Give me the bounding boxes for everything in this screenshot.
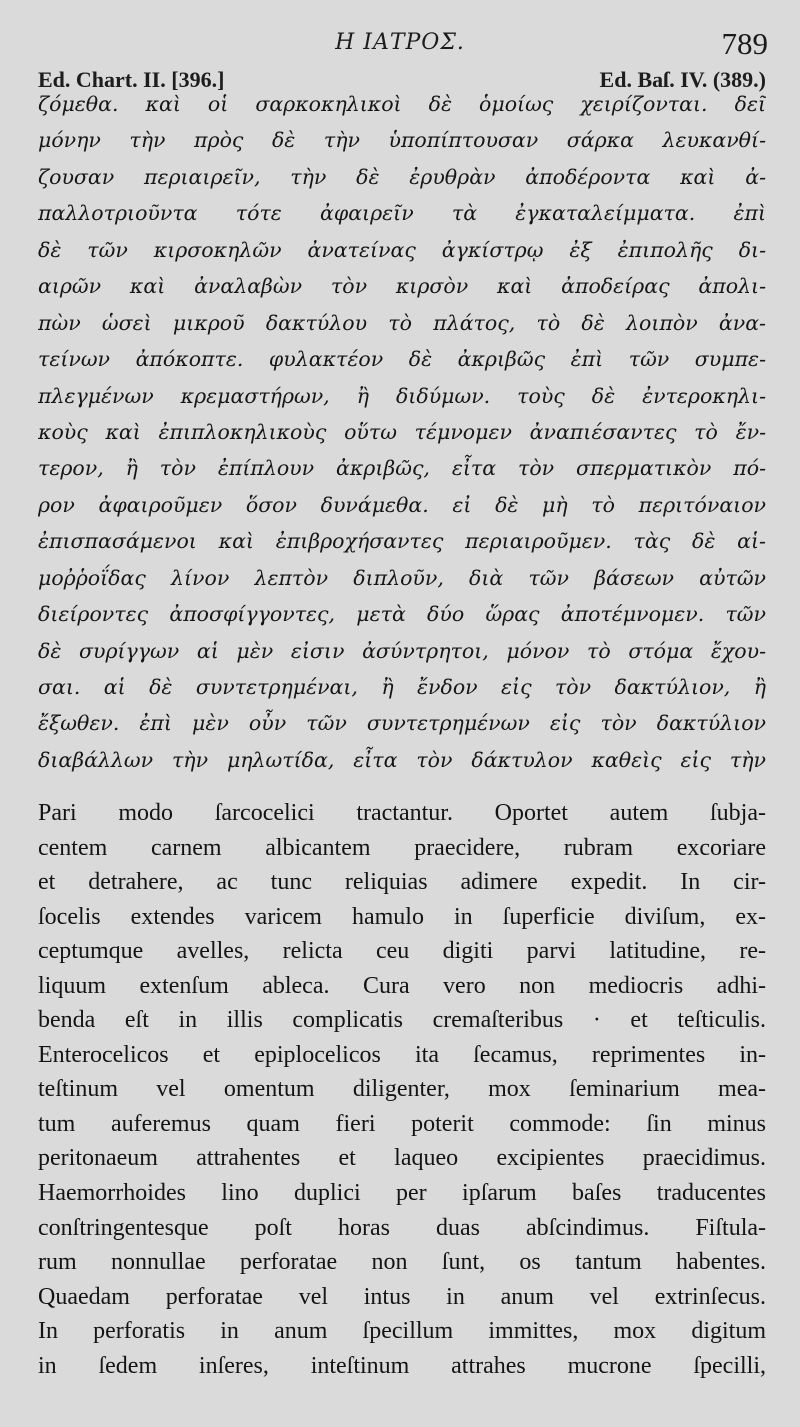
latin-line: Quaedam perforatae vel intus in anum vel extrinſecus.: [38, 1283, 766, 1310]
latin-line: liquum extenſum ableca. Cura vero non mediocris adhi-: [38, 972, 766, 999]
latin-line: In perforatis in anum ſpecillum immittes, mox digitum: [38, 1318, 766, 1345]
edition-reference-left: Ed. Chart. II. [396.]: [38, 67, 225, 92]
page-number: 789: [721, 26, 768, 61]
latin-line: rum nonnullae perforatae non ſunt, os tantum habentes.: [38, 1249, 766, 1276]
greek-line: σαι. αἱ δὲ συντετρημέναι, ἢ ἔνδον εἰς τὸν δακτύλιον, ἢ: [38, 675, 766, 699]
latin-line: in ſedem inſeres, inteſtinum attrahes mucrone ſpecilli,: [38, 1352, 766, 1379]
latin-line: Enterocelicos et epiplocelicos ita ſecamus, reprimentes in-: [38, 1041, 766, 1068]
greek-line: κοὺς καὶ ἐπιπλοκηλικοὺς οὕτω τέμνομεν ἀναπιέσαντες τὸ ἔν-: [38, 419, 766, 444]
greek-line: παλλοτριοῦντα τότε ἀφαιρεῖν τὰ ἐγκαταλείμματα. ἐπὶ: [38, 201, 766, 226]
greek-line: ἔξωθεν. ἐπὶ μὲν οὖν τῶν συντετρημένων εἰς τὸν δακτύλιον: [38, 711, 766, 736]
greek-line: μόνην τὴν πρὸς δὲ τὴν ὑποπίπτουσαν σάρκα λευκανθί-: [38, 128, 766, 153]
greek-line: διείροντες ἀποσφίγγοντες, μετὰ δύο ὥρας ἀποτέμνομεν. τῶν: [38, 602, 766, 627]
edition-reference-right: Ed. Baſ. IV. (389.): [599, 67, 766, 92]
latin-line: Haemorrhoides lino duplici per ipſarum baſes traducentes: [38, 1180, 766, 1207]
greek-line: τείνων ἀπόκοπτε. φυλακτέον δὲ ἀκριβῶς ἐπὶ τῶν συμπε-: [38, 347, 766, 372]
latin-text-block: [38, 796, 766, 1383]
greek-line: πλεγμένων κρεμαστήρων, ἢ διδύμων. τοὺς δὲ ἐντεροκηλι-: [38, 383, 766, 408]
latin-line: ſocelis extendes varicem hamulo in ſuperficie diviſum, ex-: [38, 903, 766, 930]
latin-line: tum auferemus quam fieri poterit commode: ſin minus: [38, 1110, 766, 1137]
latin-line: ceptumque avelles, relicta ceu digiti parvi latitudine, re-: [38, 938, 766, 965]
greek-line: ἐπισπασάμενοι καὶ ἐπιβροχήσαντες περιαιροῦμεν. τὰς δὲ αἱ-: [38, 529, 766, 554]
greek-line: αιρῶν καὶ ἀναλαβὼν τὸν κιρσὸν καὶ ἀποδείρας ἀπολι-: [38, 274, 766, 299]
latin-line: teſtinum vel omentum diligenter, mox ſeminarium mea-: [38, 1076, 766, 1103]
latin-line: benda eſt in illis complicatis cremaſteribus · et teſticulis.: [38, 1007, 766, 1034]
greek-line: διαβάλλων τὴν μηλωτίδα, εἶτα τὸν δάκτυλον καθεὶς εἰς τὴν: [38, 747, 766, 772]
greek-line: τερον, ἢ τὸν ἐπίπλουν ἀκριβῶς, εἶτα τὸν σπερματικὸν πό-: [38, 456, 766, 481]
greek-text-block: [38, 86, 766, 778]
running-title: Η ΙΑΤΡΟΣ.: [335, 30, 465, 55]
latin-line: peritonaeum attrahentes et laqueo excipientes praecidimus.: [38, 1145, 766, 1172]
greek-line: μοῤῥοΐδας λίνον λεπτὸν διπλοῦν, διὰ τῶν βάσεων αὐτῶν: [38, 565, 766, 590]
latin-line: et detrahere, ac tunc reliquias adimere expedit. In cir-: [38, 869, 766, 896]
greek-line: ρον ἀφαιροῦμεν ὅσον δυνάμεθα. εἰ δὲ μὴ τὸ περιτόναιον: [38, 492, 766, 517]
greek-line: ζουσαν περιαιρεῖν, τὴν δὲ ἐρυθρὰν ἀποδέροντα καὶ ἀ-: [38, 164, 766, 189]
latin-line: conſtringentesque poſt horas duas abſcindimus. Fiſtula-: [38, 1214, 766, 1241]
greek-line: ζόμεθα. καὶ οἱ σαρκοκηλικοὶ δὲ ὁμοίως χειρίζονται. δεῖ: [38, 92, 766, 116]
greek-line: δὲ τῶν κιρσοκηλῶν ἀνατείνας ἀγκίστρῳ ἐξ ἐπιπολῆς δι-: [38, 237, 766, 262]
greek-line: δὲ συρίγγων αἱ μὲν εἰσιν ἀσύντρητοι, μόνον τὸ στόμα ἔχου-: [38, 638, 766, 663]
latin-line: Pari modo ſarcocelici tractantur. Oportet autem ſubja-: [38, 800, 766, 826]
greek-line: πὼν ὡσεὶ μικροῦ δακτύλου τὸ πλάτος, τὸ δὲ λοιπὸν ἀνα-: [38, 310, 766, 335]
latin-line: centem carnem albicantem praecidere, rubram excoriare: [38, 834, 766, 861]
